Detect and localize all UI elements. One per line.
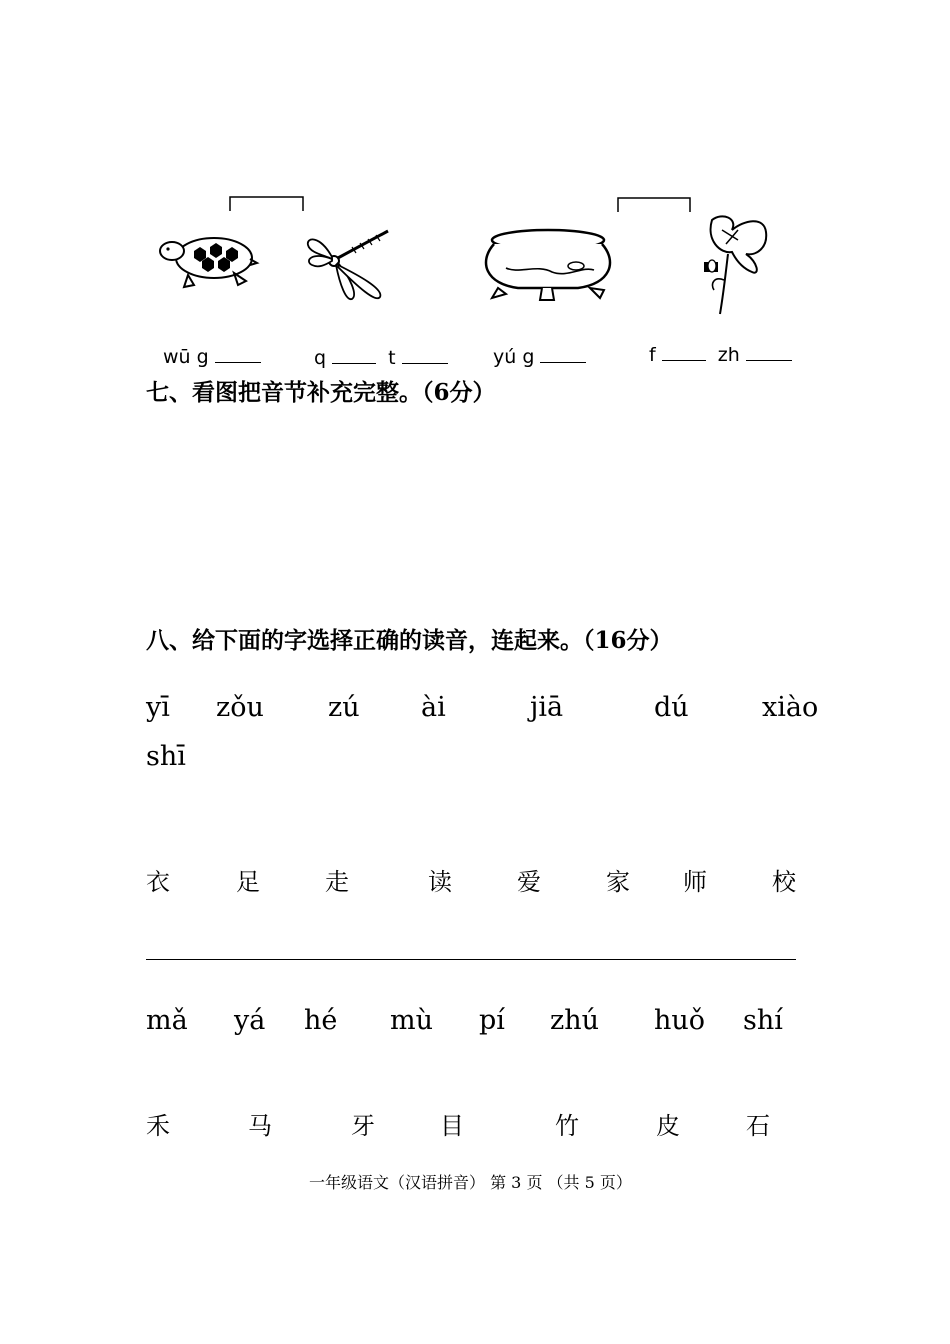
bracket-left [228,195,308,215]
hanzi-shi-stone: 石 [746,1112,770,1140]
answer-blank[interactable] [662,359,706,361]
hanzi-ya: 牙 [351,1112,375,1140]
pinyin-shi: shī [146,741,186,772]
hanzi-jia: 家 [606,868,630,896]
page-footer: 一年级语文（汉语拼音） 第 3 页 （共 5 页） [309,1173,632,1192]
hanzi-pi: 皮 [656,1112,680,1140]
section8-heading: 八、给下面的字选择正确的读音，连起来。（16分） [146,627,673,654]
turtle-icon [158,225,258,295]
answer-blank[interactable] [746,359,792,361]
label-t-text: t [388,347,396,369]
hanzi-mu: 目 [440,1112,464,1140]
pinyin-yi: yī [146,692,170,723]
pinyin-ma: mǎ [146,1005,188,1036]
answer-blank[interactable] [215,361,261,363]
label-yugang [493,346,586,368]
pinyin-du: dú [654,692,689,723]
hanzi-zhu: 竹 [555,1112,579,1140]
section7-heading: 七、看图把音节补充完整。（6分） [146,379,496,406]
pinyin-mu: mù [390,1005,433,1036]
label-q-text: q [314,347,327,369]
pinyin-xiao: xiào [762,692,819,723]
hanzi-ma: 马 [248,1112,272,1140]
bee-flower-icon [698,210,788,320]
label-fengzhi [649,344,792,366]
pinyin-he: hé [304,1005,338,1036]
hanzi-he: 禾 [146,1112,170,1140]
pinyin-zou: zǒu [216,692,264,723]
label-yu-text: yú g [493,346,535,368]
dragonfly-icon [302,225,402,305]
pinyin-shi2: shí [743,1005,783,1036]
label-wu-text: wū g [163,346,209,368]
bracket-right [616,196,696,216]
label-zh-text: zh [717,344,740,366]
pinyin-pi: pí [479,1005,505,1036]
answer-blank[interactable] [402,362,448,364]
separator-line [146,959,796,960]
pinyin-zu: zú [328,692,360,723]
hanzi-du: 读 [428,868,452,896]
hanzi-zou: 走 [325,868,349,896]
fish-bowl-icon [478,222,618,302]
pinyin-jia: jiā [530,692,564,723]
hanzi-shi: 师 [683,868,707,896]
pinyin-huo: huǒ [654,1005,706,1036]
hanzi-yi: 衣 [146,868,170,896]
label-f-text: f [649,344,656,366]
pinyin-zhu: zhú [550,1005,600,1036]
label-qingting [314,347,448,369]
pinyin-ya: yá [234,1005,266,1036]
pinyin-ai: ài [421,692,446,723]
hanzi-zu: 足 [236,868,260,896]
answer-blank[interactable] [332,362,376,364]
hanzi-ai: 爱 [517,868,541,896]
answer-blank[interactable] [540,361,586,363]
label-wugui [163,346,261,368]
hanzi-xiao: 校 [772,868,796,896]
